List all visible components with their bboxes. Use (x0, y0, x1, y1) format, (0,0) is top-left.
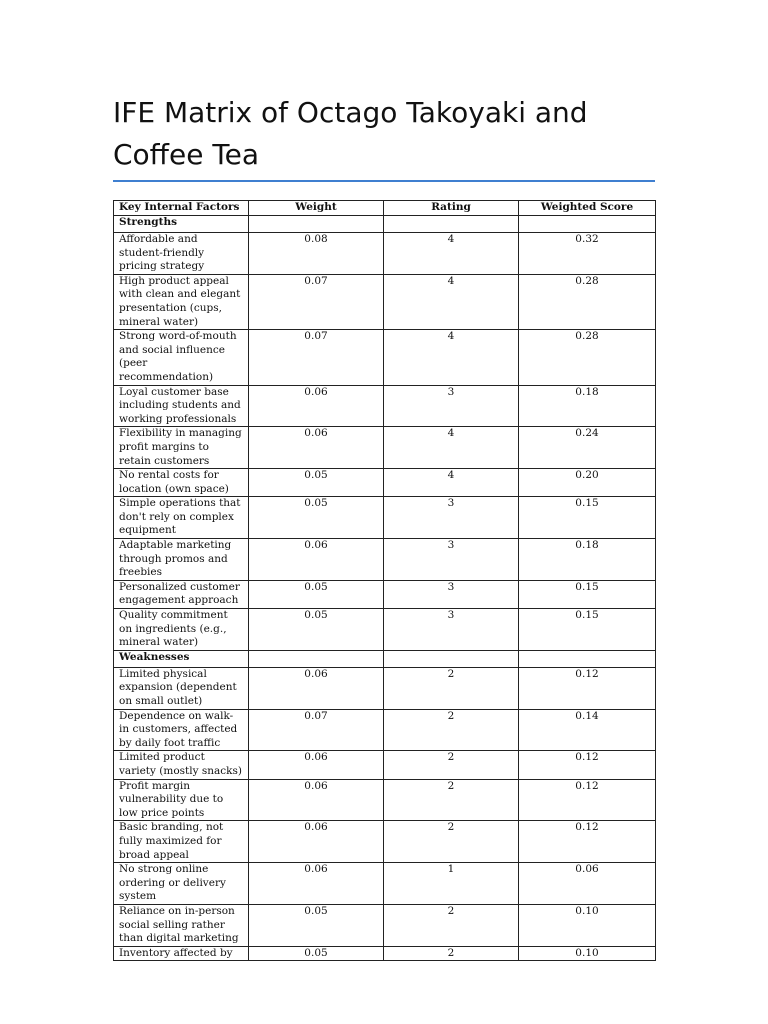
rating-cell: 2 (384, 751, 519, 779)
weighted-score-cell: 0.12 (519, 821, 656, 863)
factor-cell: Flexibility in managing profit margins to retain customers (114, 427, 249, 469)
weighted-score-cell: 0.28 (519, 330, 656, 385)
weighted-score-cell: 0.06 (519, 863, 656, 905)
strength-row (114, 609, 656, 651)
weighted-score-cell: 0.18 (519, 385, 656, 427)
rating-cell: 3 (384, 497, 519, 539)
weight-cell: 0.07 (249, 709, 384, 751)
weighted-score-cell: 0.15 (519, 497, 656, 539)
weakness-row (114, 709, 656, 751)
weakness-row (114, 667, 656, 709)
factor-cell: Limited product variety (mostly snacks) (114, 751, 249, 779)
weight-cell: 0.05 (249, 609, 384, 651)
factor-cell: High product appeal with clean and elegant presentation (cups, mineral water) (114, 274, 249, 329)
weakness-row (114, 779, 656, 821)
rating-cell: 3 (384, 385, 519, 427)
rating-cell: 3 (384, 609, 519, 651)
strength-row (114, 330, 656, 385)
weight-cell: 0.06 (249, 779, 384, 821)
weight-cell: 0.05 (249, 580, 384, 608)
rating-cell: 4 (384, 330, 519, 385)
weight-cell: 0.06 (249, 821, 384, 863)
weight-cell: 0.07 (249, 330, 384, 385)
rating-cell: 4 (384, 427, 519, 469)
weakness-row (114, 821, 656, 863)
factor-cell: Inventory affected by (114, 946, 249, 961)
factor-cell: Basic branding, not fully maximized for broad appeal (114, 821, 249, 863)
weight-cell: 0.05 (249, 904, 384, 946)
strength-row (114, 274, 656, 329)
weighted-score-cell: 0.12 (519, 667, 656, 709)
weighted-score-cell: 0.10 (519, 904, 656, 946)
rating-cell: 2 (384, 946, 519, 961)
rating-cell: 2 (384, 904, 519, 946)
rating-cell: 4 (384, 233, 519, 275)
weight-cell: 0.06 (249, 539, 384, 581)
rating-cell: 3 (384, 539, 519, 581)
factor-cell: Limited physical expansion (dependent on small outlet) (114, 667, 249, 709)
section-label-weaknesses: Weaknesses (114, 650, 249, 667)
rating-cell: 2 (384, 667, 519, 709)
header-rating: Rating (384, 201, 519, 216)
factor-cell: Reliance on in-person social selling rather than digital marketing (114, 904, 249, 946)
weight-cell: 0.06 (249, 385, 384, 427)
weighted-score-cell: 0.15 (519, 580, 656, 608)
rating-cell: 4 (384, 469, 519, 497)
weight-cell: 0.06 (249, 667, 384, 709)
rating-cell: 2 (384, 709, 519, 751)
weight-cell: 0.07 (249, 274, 384, 329)
weight-cell: 0.06 (249, 751, 384, 779)
strength-row (114, 385, 656, 427)
ife-matrix-table (113, 200, 656, 961)
weighted-score-cell: 0.15 (519, 609, 656, 651)
strength-row (114, 539, 656, 581)
section-row-weaknesses (114, 650, 656, 667)
rating-cell: 1 (384, 863, 519, 905)
weight-cell: 0.05 (249, 469, 384, 497)
factor-cell: Simple operations that don't rely on complex equipment (114, 497, 249, 539)
header-weight: Weight (249, 201, 384, 216)
weighted-score-cell: 0.20 (519, 469, 656, 497)
weight-cell: 0.06 (249, 427, 384, 469)
rating-cell: 4 (384, 274, 519, 329)
factor-cell: Profit margin vulnerability due to low price points (114, 779, 249, 821)
factor-cell: Quality commitment on ingredients (e.g., mineral water) (114, 609, 249, 651)
weight-cell: 0.06 (249, 863, 384, 905)
section-label-strengths: Strengths (114, 216, 249, 233)
weakness-row (114, 904, 656, 946)
weighted-score-cell: 0.18 (519, 539, 656, 581)
section-row-strengths (114, 216, 656, 233)
factor-cell: Strong word-of-mouth and social influence (peer recommendation) (114, 330, 249, 385)
factor-cell: Personalized customer engagement approach (114, 580, 249, 608)
strength-row (114, 497, 656, 539)
weighted-score-cell: 0.32 (519, 233, 656, 275)
factor-cell: No strong online ordering or delivery system (114, 863, 249, 905)
weight-cell: 0.05 (249, 497, 384, 539)
factor-cell: Affordable and student-friendly pricing strategy (114, 233, 249, 275)
rating-cell: 3 (384, 580, 519, 608)
weight-cell: 0.05 (249, 946, 384, 961)
rating-cell: 2 (384, 779, 519, 821)
page-title: IFE Matrix of Octago Takoyaki and Coffee Tea (113, 96, 588, 171)
strength-row (114, 580, 656, 608)
weighted-score-cell: 0.12 (519, 751, 656, 779)
header-key-internal-factors: Key Internal Factors (114, 201, 249, 216)
weighted-score-cell: 0.10 (519, 946, 656, 961)
weight-cell: 0.08 (249, 233, 384, 275)
strength-row (114, 427, 656, 469)
strength-row (114, 469, 656, 497)
weighted-score-cell: 0.12 (519, 779, 656, 821)
strength-row (114, 233, 656, 275)
factor-cell: No rental costs for location (own space) (114, 469, 249, 497)
rating-cell: 2 (384, 821, 519, 863)
weighted-score-cell: 0.28 (519, 274, 656, 329)
weighted-score-cell: 0.14 (519, 709, 656, 751)
table-header-row (114, 201, 656, 216)
factor-cell: Adaptable marketing through promos and freebies (114, 539, 249, 581)
header-weighted-score: Weighted Score (519, 201, 656, 216)
factor-cell: Loyal customer base including students and working professionals (114, 385, 249, 427)
factor-cell: Dependence on walk-in customers, affected by daily foot traffic (114, 709, 249, 751)
weakness-row (114, 946, 656, 961)
weakness-row (114, 751, 656, 779)
title-underline (113, 180, 655, 182)
weakness-row (114, 863, 656, 905)
weighted-score-cell: 0.24 (519, 427, 656, 469)
